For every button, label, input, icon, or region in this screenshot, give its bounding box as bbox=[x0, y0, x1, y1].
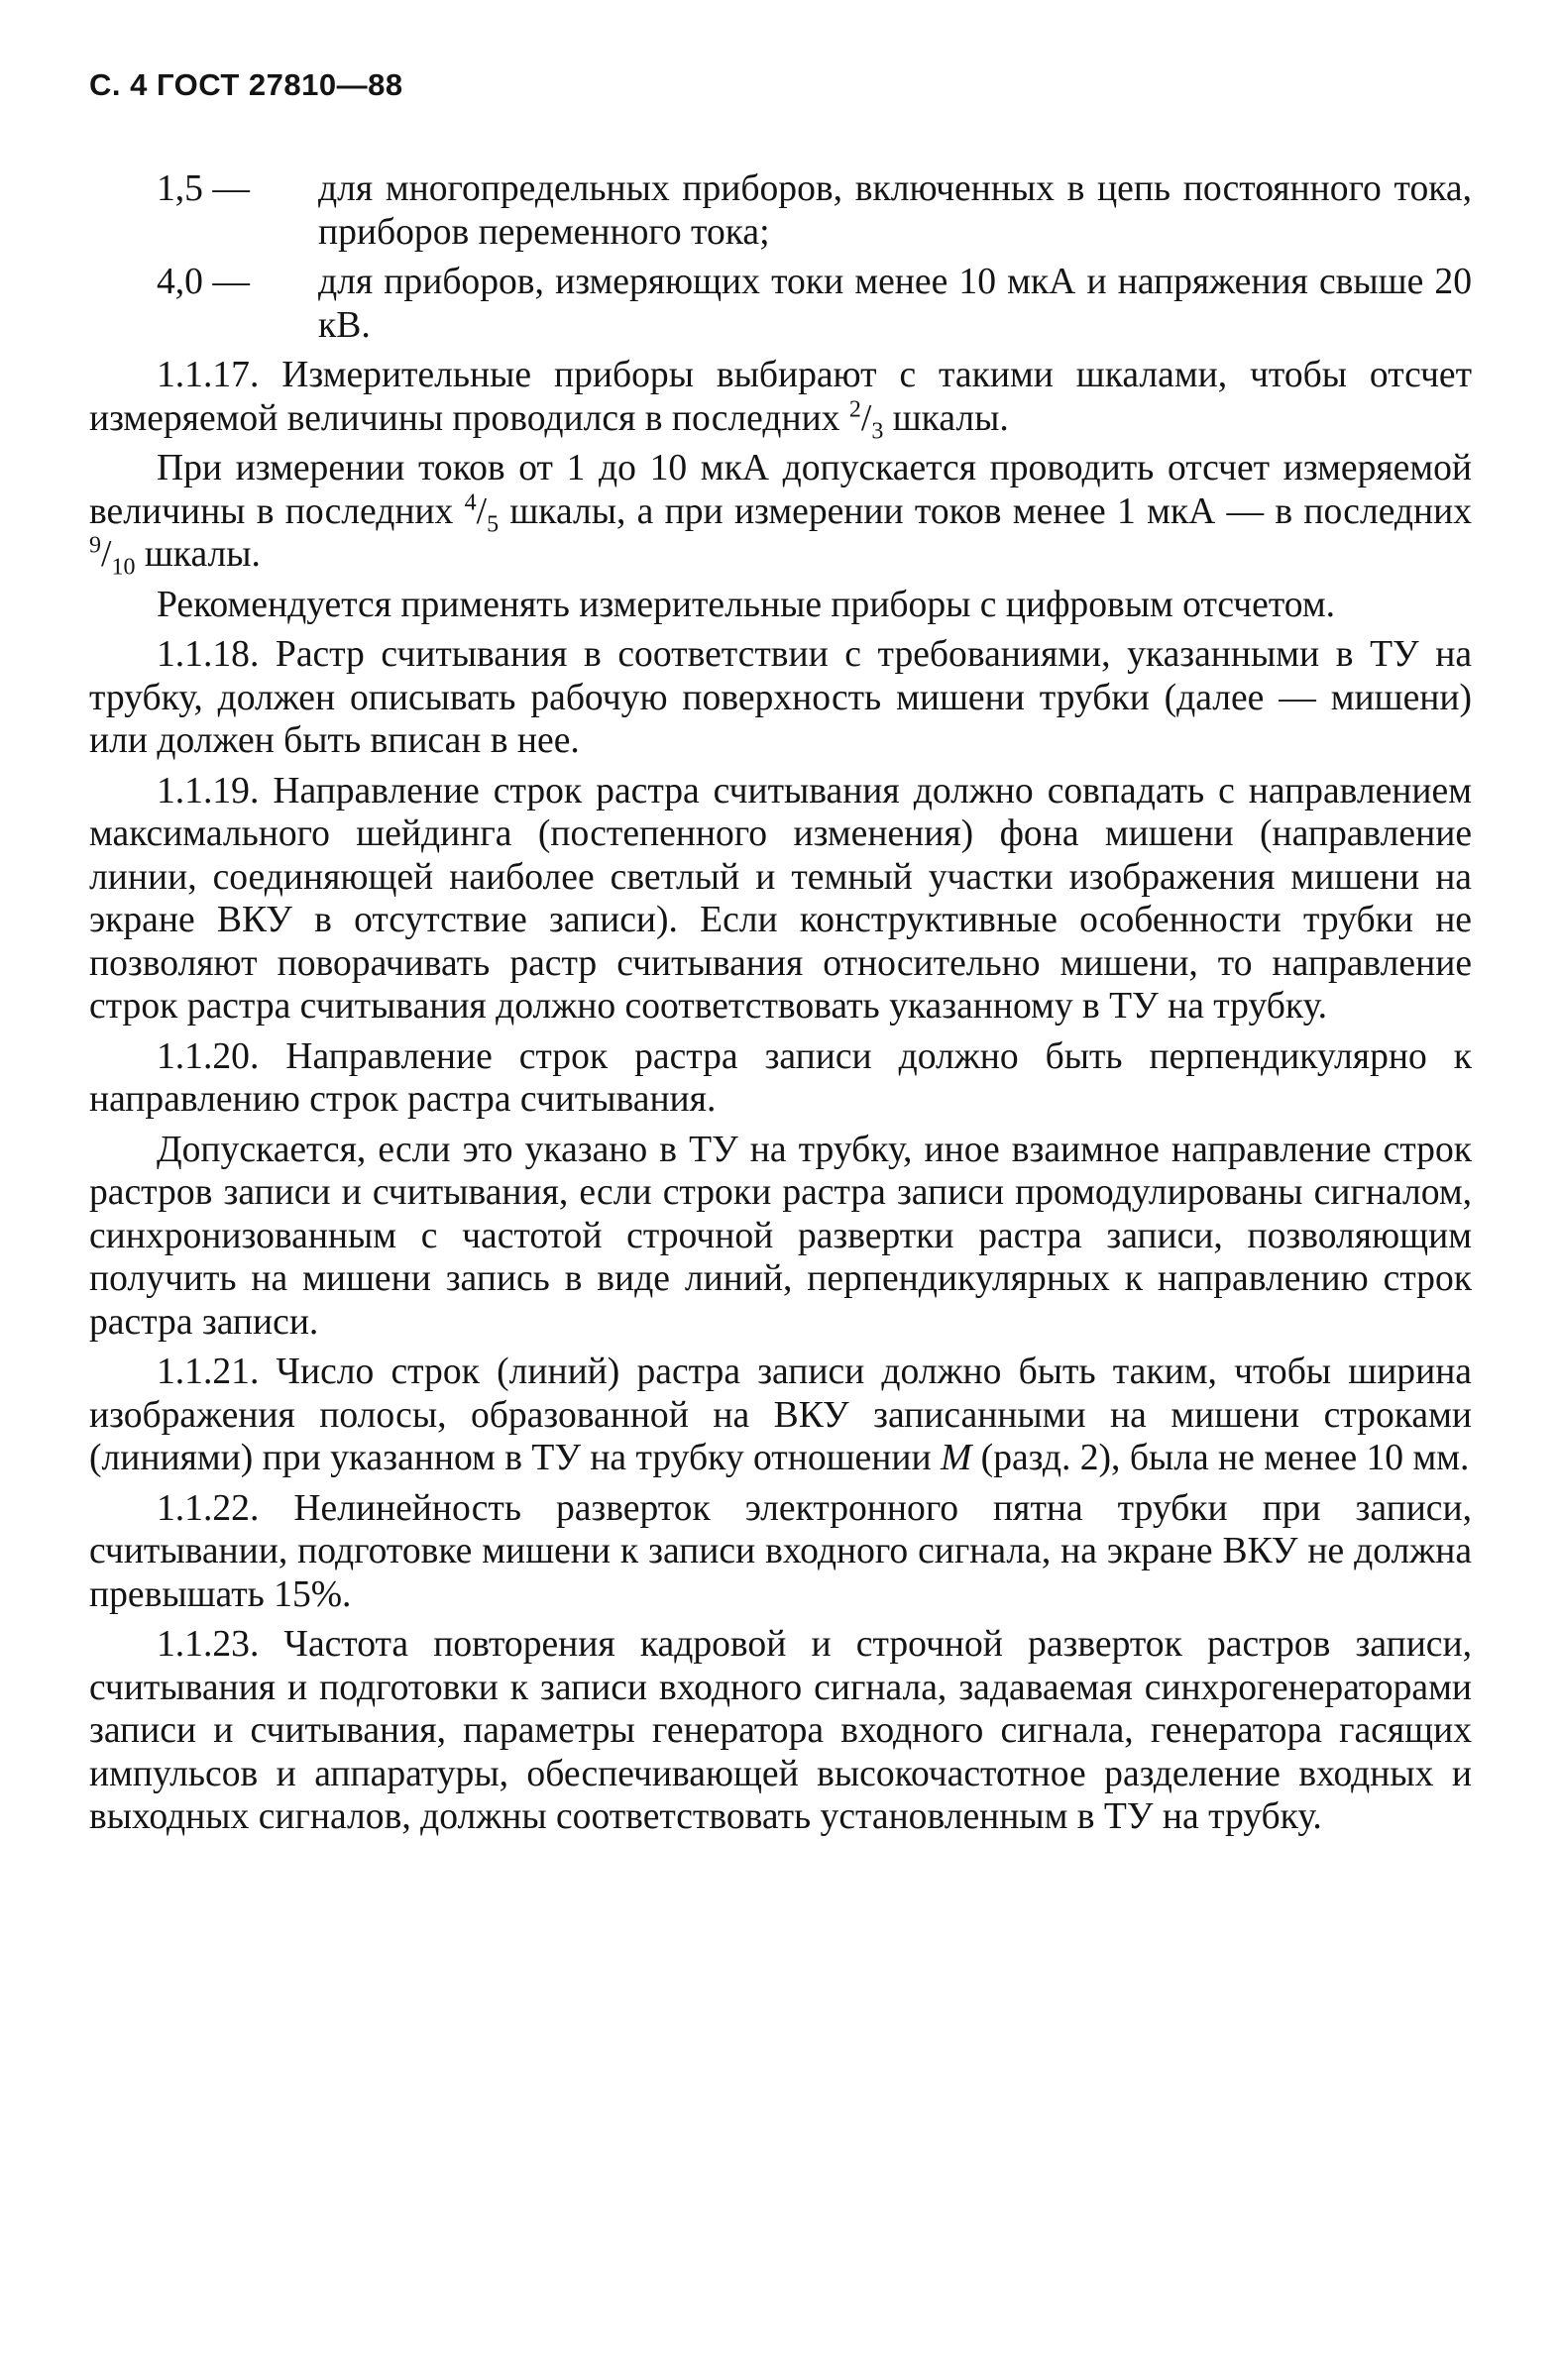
page-number: С. 4 bbox=[89, 69, 148, 102]
paragraph-1-1-20: 1.1.20. Направление строк растра записи должно быть перпендикулярно к направлению строк растра считывания. bbox=[89, 1035, 1472, 1120]
text-run: 1.1.21. Число строк (линий) растра записи должно быть таким, чтобы ширина изображения полосы, образованной на ВКУ записанными на мишени строками (линиями) при указанном в ТУ на трубку отношении bbox=[89, 1352, 1472, 1478]
paragraph-1-1-19: 1.1.19. Направление строк растра считывания должно совпадать с направлением максимального шейдинга (постепенного изменения) фона мишени (направление линии, соединяющей наиболее светлый и темный участки изображения мишени на экране ВКУ в отсутствие записи). Если конструктивные особенности трубки не позволяют поворачивать растр считывания относительно мишени, то направление строк растра считывания должно соответствовать указанному в ТУ на трубку. bbox=[89, 770, 1472, 1027]
document-body bbox=[89, 167, 1472, 1839]
paragraph-1-1-17-recommendation: Рекомендуется применять измерительные приборы с цифровым отсчетом. bbox=[157, 584, 1336, 625]
accuracy-class-value: 1,5 — bbox=[157, 168, 250, 209]
fraction-numerator: 2 bbox=[848, 395, 861, 422]
fraction-denominator: 3 bbox=[871, 418, 884, 445]
text-run: При измерении токов от 1 до 10 мкА допускается проводить отсчет измеряемой величины в последних bbox=[89, 448, 1472, 532]
page-header bbox=[89, 69, 1472, 100]
text-run: шкалы, а при измерении токов менее 1 мкА — в последних bbox=[499, 490, 1472, 532]
ratio-symbol: М bbox=[940, 1438, 972, 1478]
accuracy-class-item bbox=[157, 167, 1472, 254]
text-run: шкалы. bbox=[883, 397, 1009, 439]
text-run: (разд. 2), была не менее 10 мм. bbox=[971, 1438, 1470, 1478]
paragraph-1-1-17: 1.1.17. Измерительные приборы выбирают с такими шкалами, чтобы отсчет измеряемой величины проводился в последних $^2/_3$ шкалы. bbox=[89, 355, 1472, 445]
paragraph-1-1-18: 1.1.18. Растр считывания в соответствии с требованиями, указанными в ТУ на трубку, должен описывать рабочую поверхность мишени трубки (далее — мишени) или должен быть вписан в нее. bbox=[89, 634, 1472, 761]
accuracy-class-text: для многопредельных приборов, включенных в цепь постоянного тока, приборов переменного тока; bbox=[318, 168, 1472, 253]
fraction-denominator: 5 bbox=[487, 511, 500, 538]
fraction-numerator: 4 bbox=[464, 488, 477, 515]
fraction-denominator: 10 bbox=[111, 554, 136, 581]
paragraph-1-1-22: 1.1.22. Нелинейность разверток электронного пятна трубки при записи, считывании, подготовке мишени к записи входного сигнала, на экране ВКУ не должна превышать 15%. bbox=[89, 1487, 1472, 1615]
paragraph-1-1-17-current: При измерении токов от 1 до 10 мкА допускается проводить отсчет измеряемой величины в последних $^4/_5$ шкалы, а при измерении токов менее 1 мкА — в последних $^9/_{10}$ шкалы. bbox=[89, 448, 1472, 581]
paragraph-1-1-21 bbox=[89, 1351, 1472, 1480]
accuracy-class-item bbox=[157, 261, 1472, 347]
accuracy-class-value: 4,0 — bbox=[157, 262, 250, 302]
text-run: 1.1.17. Измерительные приборы выбирают с такими шкалами, чтобы отсчет измеряемой величины проводился в последних bbox=[89, 355, 1472, 439]
accuracy-class-text: для приборов, измеряющих токи менее 10 мкА и напряжения свыше 20 кВ. bbox=[318, 262, 1472, 346]
fraction-numerator: 9 bbox=[89, 532, 101, 559]
paragraph-1-1-23: 1.1.23. Частота повторения кадровой и строчной разверток растров записи, считывания и подготовки к записи входного сигнала, задаваемая синхрогенераторами записи и считывания, параметры генератора входного сигнала, генератора гасящих импульсов и аппаратуры, обеспечивающей высокочастотное разделение входных и выходных сигналов, должны соответствовать установленным в ТУ на трубку. bbox=[89, 1624, 1472, 1837]
standard-number: ГОСТ 27810—88 bbox=[156, 69, 403, 102]
text-run: шкалы. bbox=[135, 534, 261, 575]
paragraph-1-1-20-allowance: Допускается, если это указано в ТУ на трубку, иное взаимное направление строк растров записи и считывания, если строки растра записи промодулированы сигналом, синхронизованным с частотой строчной развертки растра записи, позволяющим получить на мишени запись в виде линий, перпендикулярных к направлению строк растра записи. bbox=[89, 1129, 1472, 1343]
document-page bbox=[89, 69, 1472, 2338]
